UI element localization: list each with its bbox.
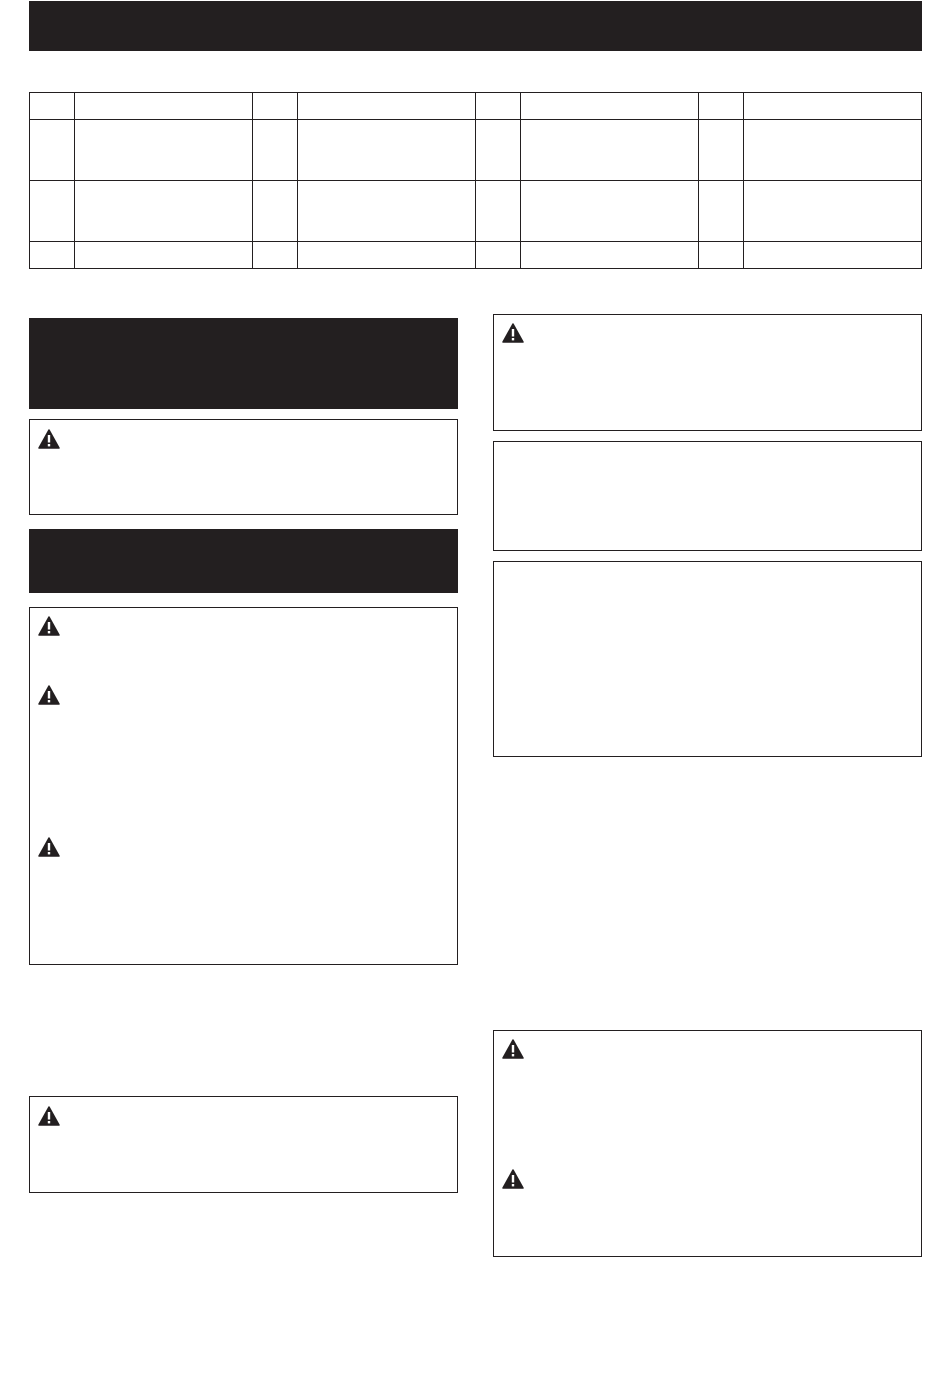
- table-cell: [75, 181, 253, 242]
- table-cell: [75, 120, 253, 181]
- table-cell: [476, 181, 521, 242]
- table-cell: [30, 242, 75, 269]
- note-box: [493, 441, 922, 551]
- table-cell: [30, 120, 75, 181]
- table-row: [30, 181, 922, 242]
- warning-triangle-icon: [502, 1039, 524, 1059]
- header-bar: [29, 1, 922, 51]
- table-cell: [744, 242, 922, 269]
- section-heading-bar: [29, 529, 458, 593]
- table-cell: [699, 181, 744, 242]
- warning-box: [29, 419, 458, 515]
- table-row: [30, 93, 922, 120]
- table-cell: [744, 120, 922, 181]
- warning-triangle-icon: [38, 616, 60, 636]
- warning-box: [29, 607, 458, 965]
- table-cell: [298, 93, 476, 120]
- table-cell: [253, 242, 298, 269]
- table-cell: [521, 242, 699, 269]
- table-cell: [30, 181, 75, 242]
- table-cell: [298, 242, 476, 269]
- parts-table: [29, 92, 922, 269]
- table-cell: [521, 93, 699, 120]
- warning-box: [493, 314, 922, 431]
- table-cell: [744, 93, 922, 120]
- warning-box: [29, 1096, 458, 1193]
- table-cell: [476, 93, 521, 120]
- table-cell: [521, 120, 699, 181]
- table-cell: [75, 93, 253, 120]
- table-cell: [699, 242, 744, 269]
- table-cell: [744, 181, 922, 242]
- table-cell: [476, 242, 521, 269]
- table-row: [30, 120, 922, 181]
- warning-triangle-icon: [502, 323, 524, 343]
- table-cell: [298, 120, 476, 181]
- section-heading-bar: [29, 318, 458, 409]
- table-cell: [699, 120, 744, 181]
- warning-triangle-icon: [38, 685, 60, 705]
- warning-triangle-icon: [38, 1106, 60, 1126]
- table-cell: [75, 242, 253, 269]
- warning-triangle-icon: [38, 429, 60, 449]
- warning-triangle-icon: [502, 1169, 524, 1189]
- note-box: [493, 561, 922, 757]
- table-cell: [699, 93, 744, 120]
- table-cell: [253, 93, 298, 120]
- table-cell: [521, 181, 699, 242]
- table-cell: [476, 120, 521, 181]
- warning-box: [493, 1030, 922, 1257]
- table-row: [30, 242, 922, 269]
- table-cell: [298, 181, 476, 242]
- table-cell: [30, 93, 75, 120]
- table-cell: [253, 181, 298, 242]
- table-cell: [253, 120, 298, 181]
- warning-triangle-icon: [38, 837, 60, 857]
